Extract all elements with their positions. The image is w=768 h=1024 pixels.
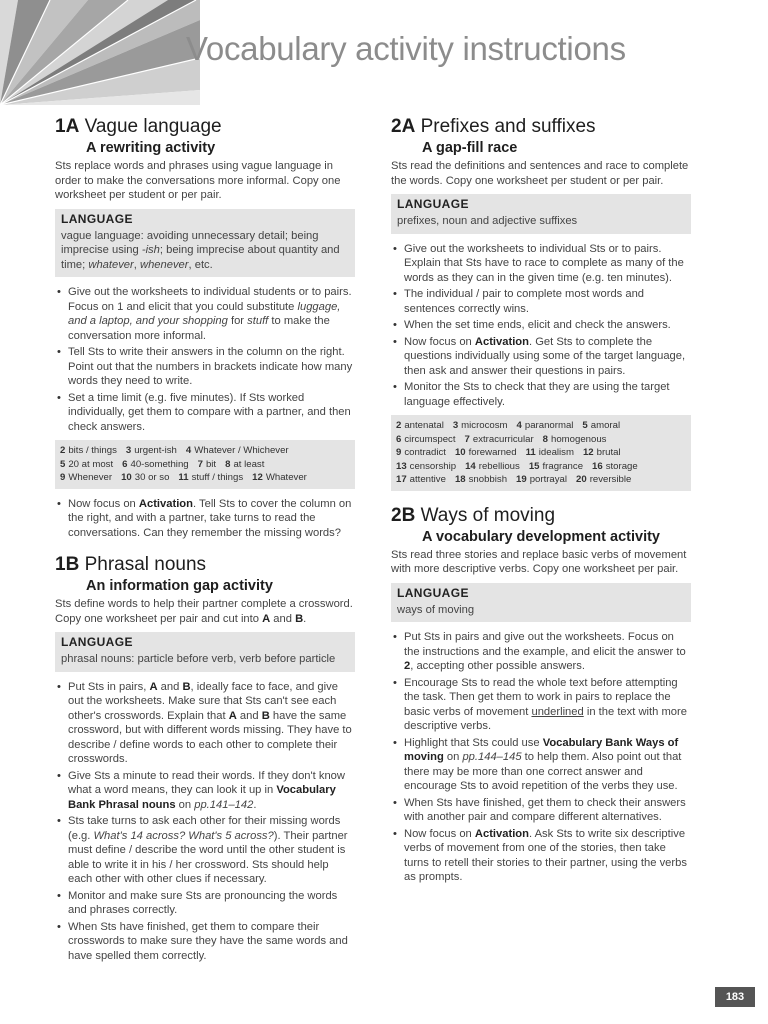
list-item: • When Sts have finished, get them to compare their crosswords to make sure they have the same words and have spelled them correctly. (55, 920, 355, 964)
section-code: 2A (391, 116, 416, 137)
list-item: • Now focus on Activation. Get Sts to complete the questions individually using some of the target language, then ask and answer their questions in pairs. (391, 335, 691, 379)
activity-description: Sts replace words and phrases using vague language in order to make the conversations more informal. Copy one worksheet per student or per pair. (55, 160, 341, 201)
list-item: • Encourage Sts to read the whole text before attempting the task. Then get them to work in pairs to replace the basic verbs of movement underlined in the text with more descriptive verbs. (391, 676, 691, 734)
answer-word: 20 at most (68, 458, 114, 470)
answer-number: 6 (122, 458, 128, 470)
answer-word: fragrance (542, 460, 584, 472)
answer-number: 3 (125, 445, 132, 456)
language-label: LANGUAGE (397, 585, 469, 600)
answer-word: 40-something (130, 458, 189, 470)
answer-row (396, 433, 686, 447)
list-item: • Sts take turns to ask each other for their missing words (e.g. What's 14 across? What's 5 across?). Their partner must define / describe the word until the other student is able to write it in his / her crossword. Sts should help each other with other clues if necessary. (55, 814, 355, 887)
answer-word: Whatever (265, 472, 307, 483)
answer-number: 8 (542, 433, 548, 445)
activity-subtitle: A vocabulary development activity (422, 528, 660, 545)
answer-key-box (391, 415, 691, 491)
answer-number: 6 (396, 433, 402, 445)
answer-word: extracurricular (472, 433, 534, 445)
activity-description: Sts define words to help their partner complete a crossword. Copy one worksheet per pair and cut into A and B. (55, 598, 353, 625)
answer-word: urgent-ish (134, 445, 177, 456)
activity-description: Sts read three stories and replace basic verbs of movement with more descriptive verbs. Copy one worksheet per pair. (391, 548, 687, 575)
section-name: Prefixes and suffixes (420, 116, 596, 137)
answer-row (396, 460, 686, 474)
section-name: Ways of moving (420, 504, 556, 526)
list-item: • Set a time limit (e.g. five minutes). If Sts worked individually, get them to compare with a partner, and then check answers. (55, 391, 355, 435)
list-item: • Give out the worksheets to individual students or to pairs. Focus on 1 and elicit that you could substitute luggage, and a laptop, and your shopping for stuff to make the conversation more informal. (55, 285, 355, 343)
answer-word: at least (233, 458, 265, 470)
answer-number: 12 (252, 472, 263, 483)
activity-subtitle: A gap-fill race (422, 140, 518, 156)
answer-word: brutal (596, 447, 621, 458)
answer-word: rebellious (478, 460, 520, 472)
list-item: • When Sts have finished, get them to check their answers with another pair and compare different alternatives. (391, 796, 691, 825)
language-box (391, 194, 691, 234)
answer-number: 9 (60, 472, 66, 483)
language-box (55, 209, 355, 278)
answer-number: 3 (452, 420, 459, 431)
answer-word: amoral (590, 420, 621, 431)
answer-word: portrayal (529, 474, 568, 485)
section-2a (391, 116, 691, 491)
answer-number: 10 (454, 447, 466, 458)
language-text: vague language: avoiding unnecessary detail; being imprecise using -ish; being imprecise about quantity and time; whatever, whenever, etc. (61, 229, 340, 271)
list-item: • The individual / pair to complete most words and sentences correctly wins. (391, 287, 691, 316)
answer-row (60, 458, 350, 472)
answer-number: 4 (185, 445, 192, 456)
answer-row (396, 473, 686, 487)
answer-number: 7 (197, 458, 203, 470)
language-label: LANGUAGE (61, 211, 133, 226)
page-number: 183 (715, 987, 755, 1007)
language-text: prefixes, noun and adjective suffixes (397, 215, 578, 227)
list-item: • Highlight that Sts could use Vocabulary Bank Ways of moving on pp.144–145 to help them. Also point out that there may be more than one correct answer and encourage Sts to avoid repetition of the verbs they use. (391, 736, 691, 794)
section-1b (55, 554, 355, 963)
answer-word: storage (605, 460, 638, 472)
answer-word: microcosm (461, 420, 508, 431)
answer-number: 13 (396, 460, 407, 472)
answer-number: 11 (525, 447, 536, 458)
answer-number: 7 (464, 433, 470, 445)
answer-word: snobbish (468, 474, 508, 485)
section-name: Vague language (84, 116, 222, 137)
answer-word: bits / things (68, 445, 117, 456)
activity-description: Sts read the definitions and sentences and race to complete the words. Copy one worksheet per student or per pair. (391, 160, 689, 187)
instruction-list (55, 497, 355, 541)
section-1a (55, 116, 355, 540)
answer-number: 2 (60, 445, 66, 456)
answer-number: 2 (396, 420, 402, 431)
instruction-list (391, 242, 691, 410)
answer-number: 8 (225, 458, 231, 470)
left-column (55, 116, 355, 969)
list-item: • When the set time ends, elicit and check the answers. (391, 318, 691, 333)
answer-word: antenatal (404, 420, 444, 431)
list-item: • Monitor and make sure Sts are pronouncing the words and phrases correctly. (55, 889, 355, 918)
language-text: ways of moving (397, 603, 475, 616)
decorative-fan-graphic (0, 0, 200, 105)
answer-row (60, 471, 350, 485)
instruction-list (55, 680, 355, 964)
answer-word: circumspect (404, 433, 456, 445)
section-2b (391, 505, 691, 885)
list-item: • Give Sts a minute to read their words. If they don't know what a word means, they can look it up in Vocabulary Bank Phrasal nouns on pp.141–142. (55, 769, 355, 813)
answer-word: contradict (404, 447, 446, 458)
right-column (391, 116, 691, 891)
answer-number: 5 (582, 420, 588, 431)
section-code: 1A (55, 116, 80, 137)
answer-word: 30 or so (134, 472, 170, 483)
language-box (391, 583, 691, 623)
section-heading (55, 554, 355, 576)
answer-key-box (55, 440, 355, 489)
answer-row (396, 419, 686, 433)
answer-word: homogenous (551, 433, 607, 445)
answer-number: 18 (454, 474, 466, 485)
answer-word: reversible (589, 474, 632, 485)
section-heading (391, 116, 691, 138)
answer-number: 19 (516, 474, 527, 485)
answer-number: 9 (396, 447, 402, 458)
list-item: • Put Sts in pairs, A and B, ideally face to face, and give out the worksheets. Make sure that Sts can't see each other's crosswords. Explain that A and B have the same crossword, but with different words missing. They have to describe / define words to each other to complete their crosswords. (55, 680, 355, 767)
answer-number: 11 (178, 472, 189, 483)
section-heading (55, 116, 355, 138)
section-heading (391, 505, 691, 527)
language-text: phrasal nouns: particle before verb, verb before particle (61, 653, 336, 665)
answer-number: 15 (528, 460, 540, 472)
answer-number: 12 (582, 447, 594, 458)
activity-subtitle: An information gap activity (86, 578, 273, 594)
list-item: • Monitor the Sts to check that they are using the target language effectively. (391, 380, 691, 409)
answer-word: attentive (409, 474, 446, 485)
activity-subtitle: A rewriting activity (86, 140, 216, 156)
answer-number: 14 (465, 460, 476, 472)
answer-word: bit (205, 458, 217, 470)
answer-row (60, 444, 350, 458)
answer-word: censorship (409, 460, 457, 472)
answer-word: paranormal (524, 420, 574, 431)
answer-word: Whatever / Whichever (194, 445, 289, 456)
section-name: Phrasal nouns (84, 554, 207, 575)
answer-word: stuff / things (191, 472, 244, 483)
answer-row (396, 446, 686, 460)
answer-number: 10 (121, 472, 132, 483)
list-item: • Put Sts in pairs and give out the worksheets. Focus on the instructions and the example, and elicit the answer to 2, accepting other possible answers. (391, 630, 691, 674)
page-title: Vocabulary activity instructions (186, 30, 626, 67)
answer-number: 4 (516, 420, 522, 431)
answer-word: forewarned (468, 447, 517, 458)
section-code: 2B (391, 504, 416, 526)
list-item: • Now focus on Activation. Tell Sts to cover the column on the right, and with a partner, take turns to read the conversations. Can they remember the missing words? (55, 497, 355, 541)
instruction-list (55, 285, 355, 434)
answer-number: 5 (60, 458, 66, 470)
answer-number: 16 (592, 460, 603, 472)
list-item: • Give out the worksheets to individual Sts or to pairs. Explain that Sts have to race to complete as many of the words as they can in the given time (e.g. ten minutes). (391, 242, 691, 286)
answer-number: 17 (396, 474, 407, 485)
answer-word: Whenever (68, 472, 113, 483)
language-box (55, 632, 355, 672)
instruction-list (391, 630, 691, 885)
language-label: LANGUAGE (61, 635, 133, 649)
list-item: • Now focus on Activation. Ask Sts to write six descriptive verbs of movement from one of the stories, then take turns to retell their stories to their partner, using the verbs as prompts. (391, 827, 691, 885)
list-item: • Tell Sts to write their answers in the column on the right. Point out that the numbers in brackets indicate how many words they need to write. (55, 345, 355, 389)
section-code: 1B (55, 554, 80, 575)
answer-word: idealism (538, 447, 574, 458)
language-label: LANGUAGE (397, 197, 469, 211)
answer-number: 20 (576, 474, 587, 485)
